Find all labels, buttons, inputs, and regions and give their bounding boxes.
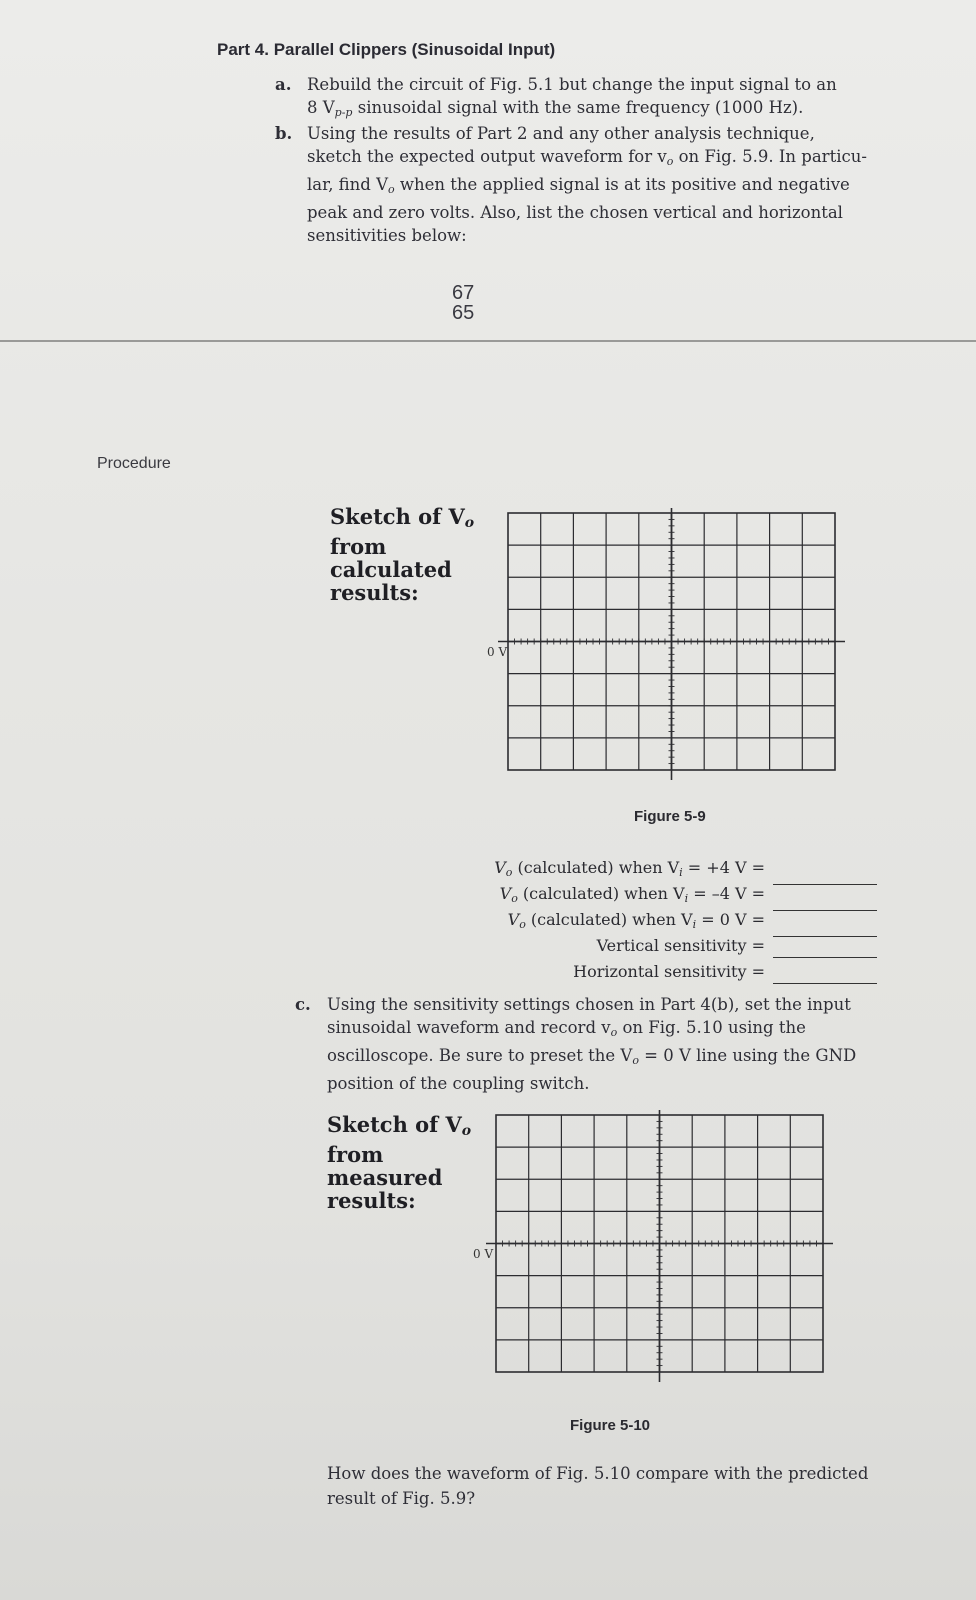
item-b-line2b: on Fig. 5.9. In particu- <box>673 147 867 166</box>
item-b-line5: sensitivities below: <box>307 226 467 245</box>
sketch-calc-line3: calculated <box>330 557 452 582</box>
sketch-calc-title: Sketch of V <box>330 504 465 529</box>
sketch-calc-sub: o <box>464 515 475 531</box>
r3-sub-i: i <box>692 918 697 931</box>
sketch-calc-line2: from <box>330 534 387 559</box>
result-row-vertical <box>597 933 877 958</box>
r2-mid: (calculated) when V <box>517 884 685 903</box>
item-a-vpp-sub: p-p <box>334 106 353 119</box>
r1-sub-o: o <box>505 866 513 879</box>
item-b-line1: Using the results of Part 2 and any other analysis technique, <box>307 124 815 143</box>
item-c-line2 <box>327 1016 897 1044</box>
sketch-calc-line1 <box>330 505 474 535</box>
page-divider <box>0 340 976 342</box>
item-b-line3b: when the applied signal is at its positive and negative <box>394 175 850 194</box>
r1-sub-i: i <box>679 866 683 879</box>
comparison-question: How does the waveform of Fig. 5.10 compare with the predicted result of Fig. 5.9? <box>327 1464 869 1508</box>
page-number-bottom: 65 <box>452 302 475 324</box>
item-b-line2a: sketch the expected output waveform for v <box>307 147 667 166</box>
figure-5-9-caption: Figure 5-9 <box>634 808 706 825</box>
item-a <box>275 73 877 124</box>
item-b <box>275 122 877 247</box>
sketch-calc-label <box>330 505 474 604</box>
item-b-line4: peak and zero volts. Also, list the chosen vertical and horizontal <box>307 203 843 222</box>
grid-5-9-lines <box>498 508 845 780</box>
vertical-sensitivity-label: Vertical sensitivity = <box>596 936 765 955</box>
sketch-meas-line1 <box>327 1113 471 1143</box>
figure-5-9-grid[interactable] <box>480 508 860 793</box>
r2-v: V <box>499 884 512 903</box>
part-title: Part 4. Parallel Clippers (Sinusoidal Input) <box>217 40 556 59</box>
sketch-meas-line3: measured <box>327 1165 443 1190</box>
horizontal-sensitivity-blank[interactable] <box>773 965 877 984</box>
item-c <box>295 993 897 1095</box>
r2-sub-i: i <box>684 892 689 905</box>
page-numbers <box>452 283 474 323</box>
r1-mid: (calculated) when V <box>512 858 680 877</box>
item-b-sub-o: o <box>666 155 674 168</box>
item-b-line3a: lar, find V <box>307 175 389 194</box>
horizontal-sensitivity-label: Horizontal sensitivity = <box>573 962 765 981</box>
r3-mid: (calculated) when V <box>525 910 693 929</box>
item-c-line3a: oscilloscope. Be sure to preset the V <box>327 1046 633 1065</box>
procedure-label: Procedure <box>97 455 171 472</box>
item-b-line3 <box>307 173 877 201</box>
item-a-line1: Rebuild the circuit of Fig. 5.1 but change the input signal to an <box>307 75 837 94</box>
sketch-meas-title: Sketch of V <box>327 1112 462 1137</box>
item-a-vpp: 8 V <box>307 98 335 117</box>
item-a-line2 <box>307 96 877 124</box>
item-b-line2 <box>307 145 877 173</box>
grid-5-10-lines <box>486 1110 833 1382</box>
sketch-meas-line2: from <box>327 1142 384 1167</box>
item-b-letter: b. <box>275 124 293 143</box>
item-c-line3 <box>327 1044 897 1072</box>
r3-v: V <box>507 910 520 929</box>
r2-end: = –4 V = <box>688 884 765 903</box>
item-c-line1: Using the sensitivity settings chosen in Part 4(b), set the input <box>327 995 851 1014</box>
result-row-horizontal <box>573 959 877 984</box>
sketch-calc-line4: results: <box>330 580 419 605</box>
item-c-sub1: o <box>610 1026 618 1039</box>
r1-end: = +4 V = <box>682 858 765 877</box>
sketch-meas-label <box>327 1113 471 1212</box>
figure-5-10-grid[interactable] <box>468 1110 858 1400</box>
r3-sub-o: o <box>519 918 526 931</box>
figure-5-10-zero-label: 0 V <box>473 1247 494 1261</box>
figure-5-10-caption: Figure 5-10 <box>570 1417 651 1434</box>
r3-end: = 0 V = <box>696 910 765 929</box>
item-c-line3b: = 0 V line using the GND <box>638 1046 857 1065</box>
r1-v: V <box>494 858 506 877</box>
item-c-line4: position of the coupling switch. <box>327 1074 590 1093</box>
item-a-line2-rest: sinusoidal signal with the same frequency (1000 Hz). <box>352 98 804 117</box>
item-c-letter: c. <box>295 995 311 1014</box>
item-c-line2a: sinusoidal waveform and record v <box>327 1018 611 1037</box>
page-number-top: 67 <box>452 282 475 304</box>
sketch-meas-sub: o <box>461 1123 472 1139</box>
figure-5-9-zero-label: 0 V <box>487 645 508 659</box>
sketch-meas-line4: results: <box>327 1188 416 1213</box>
item-a-letter: a. <box>275 75 292 94</box>
item-c-sub2: o <box>632 1054 639 1067</box>
item-c-line2b: on Fig. 5.10 using the <box>617 1018 806 1037</box>
item-b-sub-o2: o <box>388 183 395 196</box>
vertical-sensitivity-blank[interactable] <box>773 939 877 958</box>
r2-sub-o: o <box>511 892 518 905</box>
